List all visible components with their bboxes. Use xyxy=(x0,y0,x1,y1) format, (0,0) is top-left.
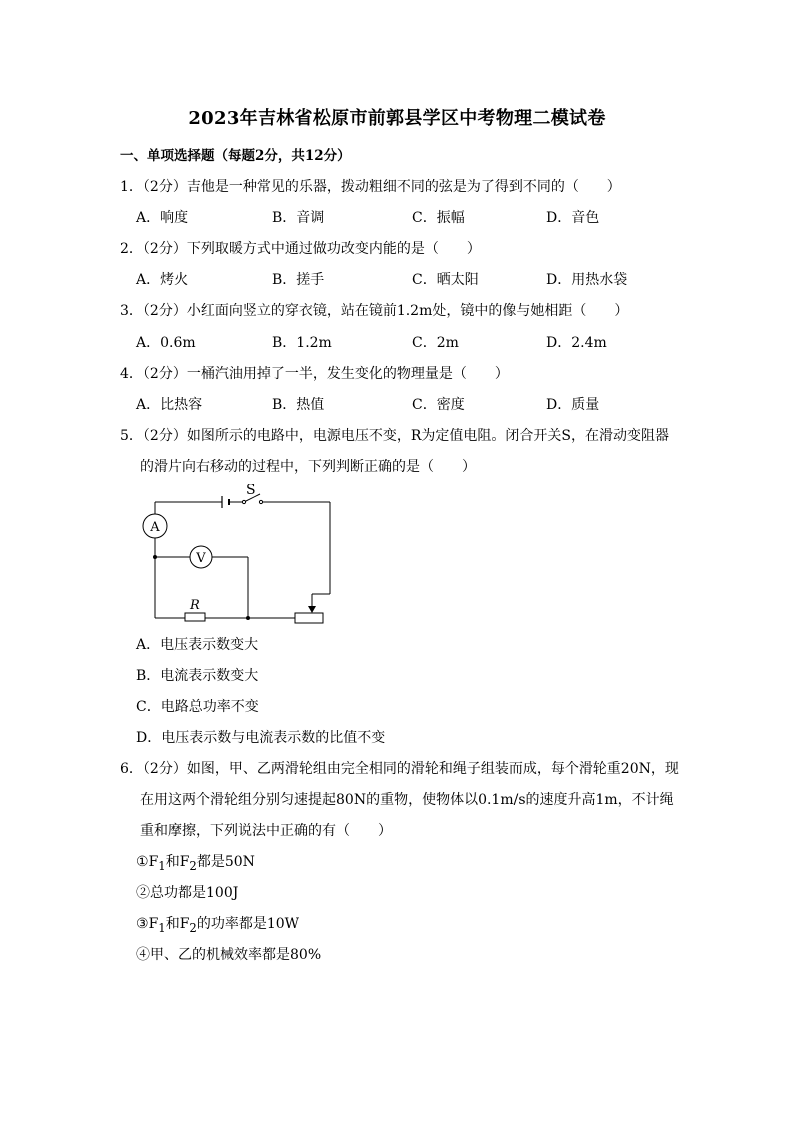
question-6-stem: 6．（2分）如图，甲、乙两滑轮组由完全相同的滑轮和绳子组装而成，每个滑轮重20N，现 xyxy=(120,761,679,777)
statement-1-f: F xyxy=(148,854,159,870)
statement-1-mid: 和F xyxy=(165,854,190,870)
question-3-option-d: D．2.4m xyxy=(546,335,607,351)
statement-3-mark: ③ xyxy=(136,916,149,932)
question-5-stem: 5．（2分）如图所示的电路中，电源电压不变，R为定值电阻。闭合开关S，在滑动变阻器 xyxy=(120,428,669,444)
question-1-options xyxy=(136,207,696,227)
statement-1-post: 都是50N xyxy=(196,854,255,870)
question-3-option-b: B．1.2m xyxy=(272,335,332,351)
question-5-option-b: B．电流表示数变大 xyxy=(136,668,259,684)
rheostat-slider-arrow xyxy=(308,594,316,613)
question-4-stem: 4．（2分）一桶汽油用掉了一半，发生变化的物理量是（ ） xyxy=(120,366,509,382)
statement-4-mark: ④ xyxy=(136,947,150,963)
question-6-stem-continued-2: 重和摩擦，下列说法中正确的有（ ） xyxy=(140,823,392,839)
voltmeter-symbol xyxy=(190,546,212,568)
resistor-label: R xyxy=(190,598,200,613)
question-1-option-b: B．音调 xyxy=(272,210,325,226)
circuit-diagram xyxy=(140,484,350,634)
page-title: 2023年吉林省松原市前郭县学区中考物理二模试卷 xyxy=(188,108,606,129)
resistor-symbol xyxy=(185,598,205,621)
ammeter-symbol xyxy=(143,514,167,538)
question-5-option-a: A．电压表示数变大 xyxy=(136,637,259,653)
question-6-statement-3 xyxy=(136,913,299,935)
question-6-stem-continued: 在用这两个滑轮组分别匀速提起80N的重物，使物体以0.1m/s的速度升高1m，不计绳 xyxy=(140,792,674,808)
question-4-option-d: D．质量 xyxy=(546,397,600,413)
question-5-stem-continued: 的滑片向右移动的过程中，下列判断正确的是（ ） xyxy=(140,459,476,475)
statement-1-mark: ① xyxy=(136,854,149,870)
section-heading: 一、单项选择题（每题2分，共12分） xyxy=(120,148,351,164)
question-2-option-b: B．搓手 xyxy=(272,272,325,288)
question-2-option-d: D．用热水袋 xyxy=(546,272,628,288)
statement-2-text: 总功都是100J xyxy=(150,885,239,901)
question-6-statement-2 xyxy=(136,882,238,902)
question-4-option-b: B．热值 xyxy=(272,397,325,413)
statement-3-sub1: 1 xyxy=(158,920,166,935)
question-5-option-d: D．电压表示数与电流表示数的比值不变 xyxy=(136,730,386,746)
question-3-option-a: A．0.6m xyxy=(136,335,196,351)
voltmeter-label: V xyxy=(196,551,206,566)
statement-4-text: 甲、乙的机械效率都是80% xyxy=(150,947,322,963)
question-2-option-a: A．烤火 xyxy=(136,272,189,288)
question-2-stem: 2．（2分）下列取暖方式中通过做功改变内能的是（ ） xyxy=(120,241,481,257)
question-1-stem: 1．（2分）吉他是一种常见的乐器，拨动粗细不同的弦是为了得到不同的（ ） xyxy=(120,179,621,195)
question-2-options xyxy=(136,269,696,289)
statement-1-sub2: 2 xyxy=(189,858,197,873)
question-1-option-c: C．振幅 xyxy=(412,210,465,226)
switch-label: S xyxy=(246,484,256,498)
question-4-option-c: C．密度 xyxy=(412,397,465,413)
ammeter-label: A xyxy=(150,520,160,535)
question-3-stem: 3．（2分）小红面向竖立的穿衣镜，站在镜前1.2m处，镜中的像与她相距（ ） xyxy=(120,303,629,319)
statement-2-mark: ② xyxy=(136,885,150,901)
question-6-statement-1 xyxy=(136,851,255,873)
question-3-options xyxy=(136,332,696,352)
statement-3-post: 的功率都是10W xyxy=(196,916,300,932)
question-1-option-d: D．音色 xyxy=(546,210,600,226)
question-4-options xyxy=(136,394,696,414)
statement-1-sub1: 1 xyxy=(158,858,166,873)
question-2-option-c: C．晒太阳 xyxy=(412,272,479,288)
question-4-option-a: A．比热容 xyxy=(136,397,203,413)
statement-3-sub2: 2 xyxy=(189,920,197,935)
question-3-option-c: C．2m xyxy=(412,335,459,351)
statement-3-f: F xyxy=(148,916,159,932)
question-6-statement-4 xyxy=(136,944,321,964)
statement-3-mid: 和F xyxy=(165,916,190,932)
question-5-option-c: C．电路总功率不变 xyxy=(136,699,259,715)
question-1-option-a: A．响度 xyxy=(136,210,189,226)
